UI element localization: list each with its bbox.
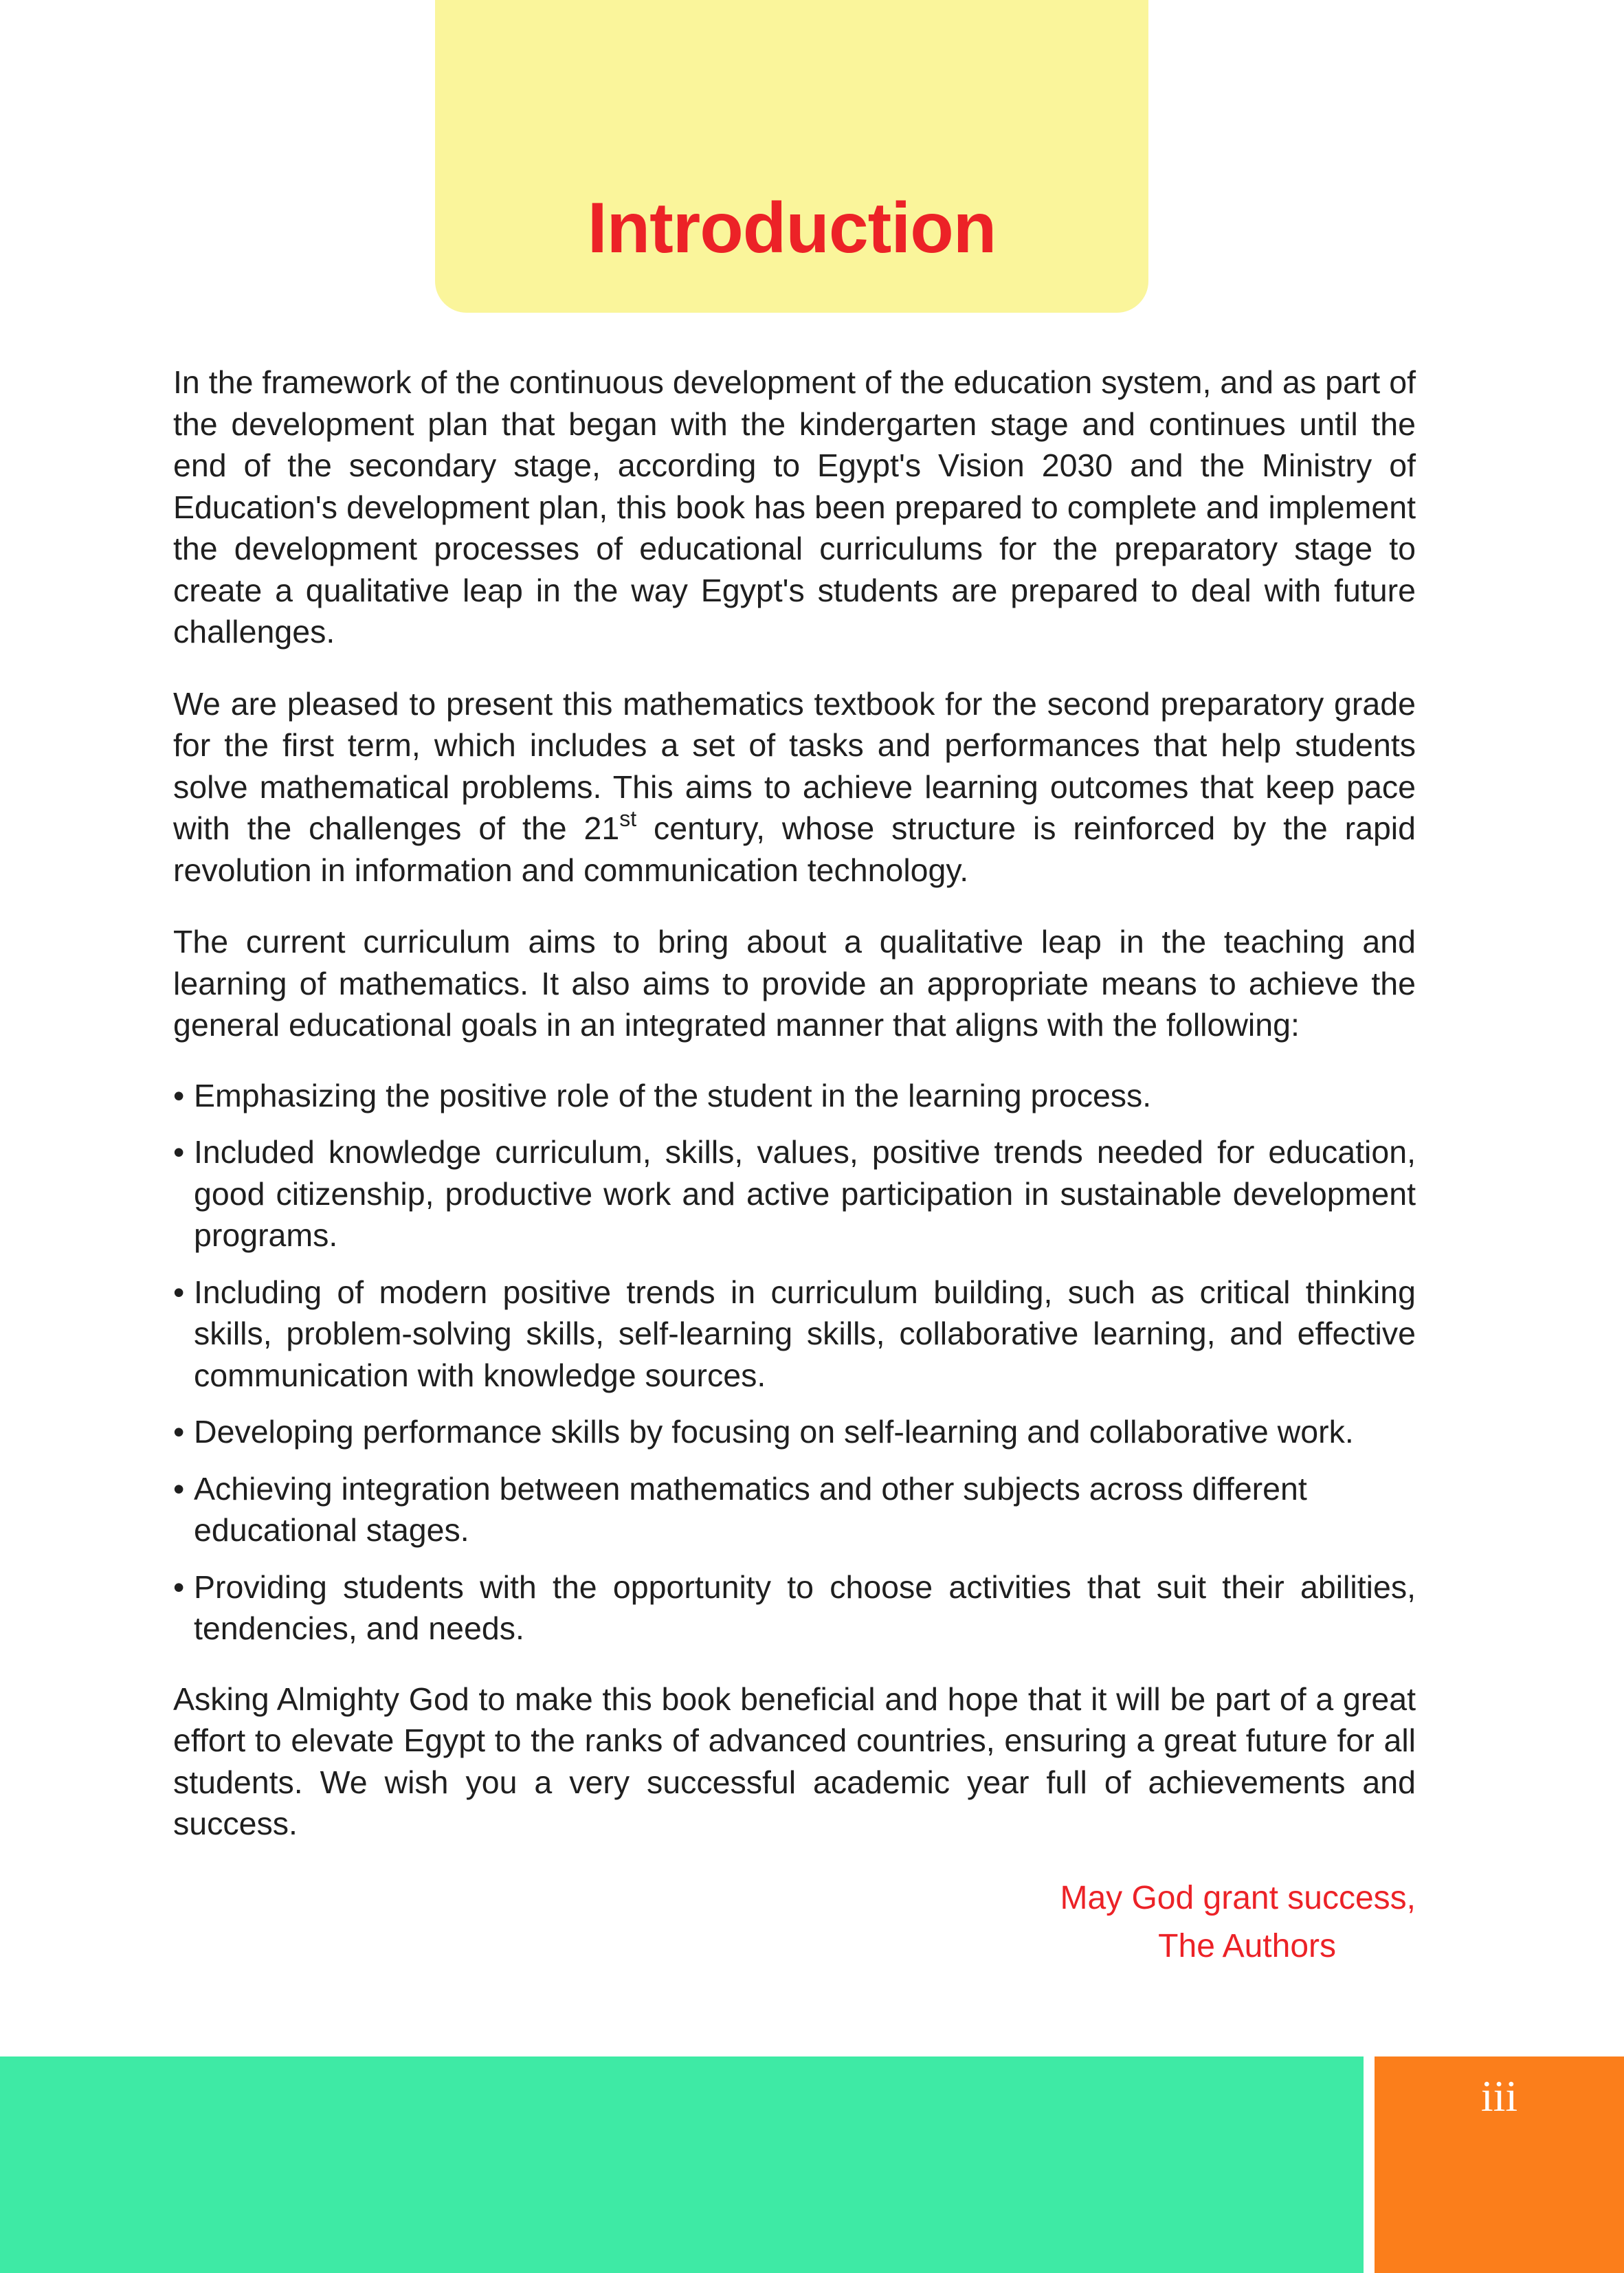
list-item-text: Including of modern positive trends in curriculum building, such as critical thinking skills, problem-solving skills, self-learning skills, collaborative learning, and effective communication with knowledge sources. [194,1274,1416,1393]
bullet-icon: • [173,1414,185,1450]
list-item [173,1468,1416,1551]
introduction-body [173,362,1416,1875]
list-item-text: Achieving integration between mathematics and other subjects across different educational stages. [194,1470,1307,1548]
bullet-icon: • [173,1274,185,1310]
bullet-icon: • [173,1134,185,1170]
list-item [173,1272,1416,1397]
list-item-text: Emphasizing the positive role of the student in the learning process. [194,1077,1152,1113]
signoff [1060,1874,1416,1971]
page-number: iii [1480,2072,1518,2120]
signoff-authors: The Authors [1158,1928,1336,1964]
paragraph-curriculum-aims: The current curriculum aims to bring about a qualitative leap in the teaching and learning of mathematics. It also aims to provide an appropriate means to achieve the general educational goals in an integrated manner that aligns with the following: [173,924,1416,1043]
page-number-tab [1375,2056,1624,2273]
signoff-wish: May God grant success, [1060,1880,1416,1916]
paragraph-closing: Asking Almighty God to make this book beneficial and hope that it will be part of a great effort to elevate Egypt to the ranks of advanced countries, ensuring a great future for all students. We wish you a very successful academic year full of achievements and success. [173,1681,1416,1841]
title-panel [435,0,1148,313]
bullet-icon: • [173,1470,185,1507]
list-item [173,1411,1416,1453]
list-item-text: Included knowledge curriculum, skills, values, positive trends needed for education, good citizenship, productive work and active participation in sustainable development programs. [194,1134,1416,1253]
bullet-icon: • [173,1077,185,1113]
ordinal-suffix: st [619,806,637,831]
list-item [173,1566,1416,1650]
footer-band [0,2056,1364,2273]
list-item [173,1075,1416,1117]
page-title: Introduction [587,188,997,268]
bullet-icon: • [173,1568,185,1605]
paragraph-framework: In the framework of the continuous development of the education system, and as part of the development plan that began with the kindergarten stage and continues until the end of the secondary stage, according to Egypt's Vision 2030 and the Ministry of Education's development plan, this book has been prepared to complete and implement the development processes of educational curriculums for the preparatory stage to create a qualitative leap in the way Egypt's students are prepared to deal with future challenges. [173,364,1416,650]
paragraph-textbook-part2: century, whose structure is reinforced by the rapid revolution in information and communication technology. [173,810,1416,888]
list-item-text: Providing students with the opportunity to choose activities that suit their abilities, tendencies, and needs. [194,1568,1416,1646]
paragraph-textbook [173,683,1416,891]
list-item-text: Developing performance skills by focusing on self-learning and collaborative work. [194,1414,1354,1450]
list-item [173,1131,1416,1256]
goals-list [173,1075,1416,1650]
paragraph-textbook-part1: We are pleased to present this mathematics textbook for the second preparatory grade for the first term, which includes a set of tasks and performances that help students solve mathematical problems. This aims to achieve learning outcomes that keep pace with the challenges of the 21 [173,685,1416,846]
